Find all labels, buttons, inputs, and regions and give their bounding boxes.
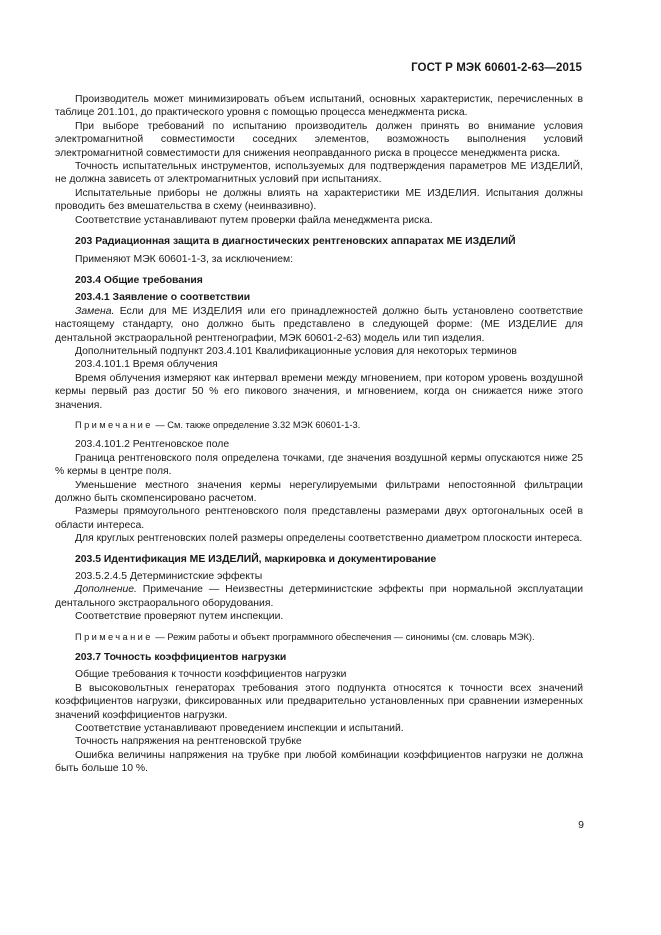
- paragraph: Применяют МЭК 60601-1-3, за исключением:: [75, 254, 294, 266]
- standard-header: ГОСТ Р МЭК 60601-2-63—2015: [411, 62, 582, 74]
- note: [55, 631, 583, 644]
- note-text: — Режим работы и объект программного обеспечения — синонимы (см. словарь МЭК).: [152, 631, 535, 642]
- section-heading-203-5: 203.5 Идентификация МЕ ИЗДЕЛИЙ, маркировка и документирование: [75, 553, 437, 565]
- paragraph: Производитель может минимизировать объем испытаний, основных характеристик, перечисленных в таблице 201.101, до практического уровня с помощью процесса менеджмента риска.: [55, 94, 583, 119]
- paragraph: Точность напряжения на рентгеновской трубке: [75, 736, 302, 748]
- paragraph-text: Если для МЕ ИЗДЕЛИЯ или его принадлежностей должно быть установлено соответствие настоящему стандарту, оно должно быть представлено в следующей форме: (МЕ ИЗДЕЛИЕ для дентальной экстраоральной рентгенографии, МЭК 60601-2-63) модель или тип изделия.: [55, 305, 583, 344]
- paragraph: При выборе требований по испытанию производитель должен принять во внимание условия электромагнитной совместимости соседних элементов, возможность выполнения условий электромагнитной совместимости для снижения неоправданного риска в процессе менеджмента риска.: [55, 120, 583, 159]
- subclause-title: 203.4.101.2 Рентгеновское поле: [75, 439, 230, 451]
- paragraph: Для круглых рентгеновских полей размеры определены соответственно диаметром плоскости интереса.: [75, 533, 583, 545]
- page-number: 9: [578, 819, 584, 831]
- addition-label: Дополнение.: [75, 584, 137, 596]
- section-heading-203-4: 203.4 Общие требования: [75, 274, 203, 286]
- paragraph: [55, 305, 583, 345]
- note-label: Примечание: [75, 631, 153, 642]
- paragraph: Соответствие устанавливают путем проверки файла менеджмента риска.: [75, 214, 433, 226]
- replacement-label: Замена.: [75, 305, 115, 317]
- section-heading-203-7: 203.7 Точность коэффициентов нагрузки: [75, 652, 287, 664]
- paragraph: Уменьшение местного значения кермы нерегулируемыми фильтрами непостоянной фильтрации должно быть скомпенсировано расчетом.: [55, 479, 583, 504]
- paragraph: Дополнительный подпункт 203.4.101 Квалификационные условия для некоторых терминов: [75, 345, 517, 357]
- paragraph: Ошибка величины напряжения на трубке при любой комбинации коэффициентов нагрузки не должна быть больше 10 %.: [55, 749, 583, 775]
- document-body: [55, 93, 583, 776]
- subclause-title: 203.4.101.1 Время облучения: [75, 359, 218, 371]
- paragraph: Время облучения измеряют как интервал времени между мгновением, при котором уровень воздушной кермы первый раз достиг 50 % его пикового значения, и мгновением, когда он снижается ниже этого значения.: [55, 372, 583, 411]
- paragraph: Соответствие проверяют путем инспекции.: [75, 611, 284, 623]
- paragraph: Соответствие устанавливают проведением инспекции и испытаний.: [75, 723, 404, 735]
- subclause-title: 203.5.2.4.5 Детерминистские эффекты: [75, 571, 263, 582]
- paragraph: Испытательные приборы не должны влиять на характеристики МЕ ИЗДЕЛИЯ. Испытания должны проводить без вмешательства в схему (неинвазивно).: [55, 187, 583, 213]
- section-heading-203: 203 Радиационная защита в диагностических рентгеновских аппаратах МЕ ИЗДЕЛИЙ: [75, 236, 516, 248]
- paragraph: Общие требования к точности коэффициентов нагрузки: [75, 669, 347, 681]
- paragraph: Граница рентгеновского поля определена точками, где значения воздушной кермы опускаются ниже 25 % кермы в центре поля.: [55, 452, 583, 478]
- note: [55, 419, 583, 432]
- section-heading-203-4-1: 203.4.1 Заявление о соответствии: [75, 292, 251, 304]
- note-text: — См. также определение 3.32 МЭК 60601-1-3.: [152, 419, 361, 430]
- paragraph: [55, 583, 583, 610]
- paragraph: В высоковольтных генераторах требования этого подпункта относятся к точности всех значений коэффициентов нагрузки, фиксированных или предварительно установленных при сравнении измеренных значений коэффициентов нагрузки.: [55, 682, 583, 721]
- note-label: Примечание: [75, 419, 153, 430]
- paragraph: Размеры прямоугольного рентгеновского поля представлены размерами двух ортогональных осей в области интереса.: [55, 506, 583, 531]
- paragraph: Точность испытательных инструментов, используемых для подтверждения параметров МЕ ИЗДЕЛИЙ, не должна зависеть от электромагнитных условий при испытаниях.: [55, 161, 583, 186]
- paragraph-text: Примечание — Неизвестны детерминистские эффекты при нормальной эксплуатации дентального экстраорального оборудования.: [55, 584, 583, 609]
